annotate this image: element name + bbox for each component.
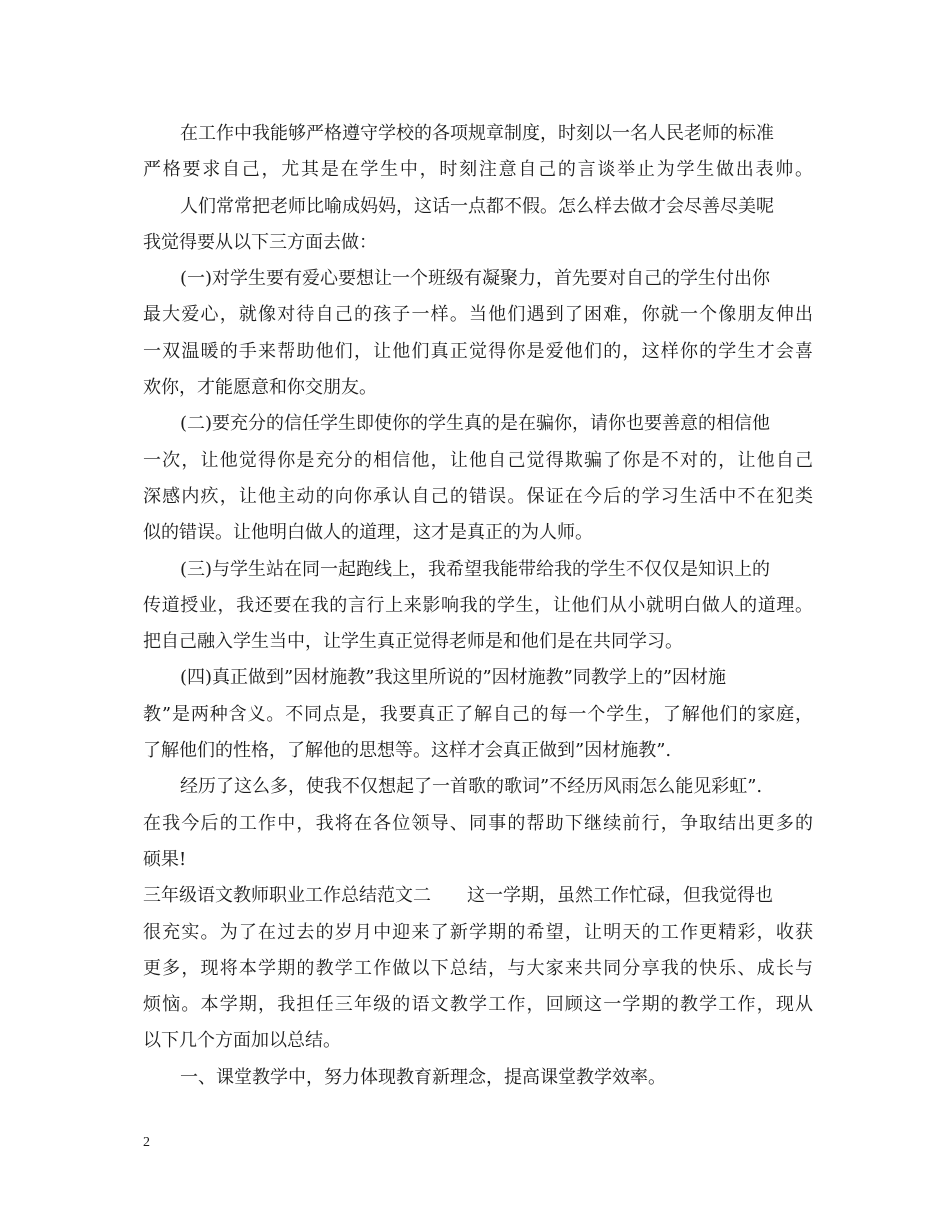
paragraph-line: 经历了这么多，使我不仅想起了一首歌的歌词”不经历风雨怎么能见彩虹”. <box>180 776 763 798</box>
paragraph-line: 一双温暖的手来帮助他们，让他们真正觉得你是爱他们的，这样你的学生才会喜 <box>143 340 813 362</box>
paragraph-line: (三)与学生站在同一起跑线上，我希望我能带给我的学生不仅仅是知识上的 <box>180 558 771 580</box>
paragraph-line: (一)对学生要有爱心要想让一个班级有凝聚力，首先要对自己的学生付出你 <box>180 268 771 290</box>
section-heading-line: 三年级语文教师职业工作总结范文二 这一学期，虽然工作忙碌，但我觉得也 <box>143 885 773 907</box>
paragraph-line: 在工作中我能够严格遵守学校的各项规章制度，时刻以一名人民老师的标准 <box>180 123 774 144</box>
paragraph-line: (四)真正做到”因材施教”我这里所说的”因材施教”同教学上的”因材施 <box>180 667 727 689</box>
paragraph-line: 我觉得要从以下三方面去做： <box>143 231 377 253</box>
paragraph-line: (二)要充分的信任学生即使你的学生真的是在骗你，请你也要善意的相信他 <box>180 413 771 435</box>
page-number: 2 <box>143 1135 150 1150</box>
paragraph-line: 很充实。为了在过去的岁月中迎来了新学期的希望，让明天的工作更精彩，收获 <box>143 921 813 943</box>
paragraph-line: 似的错误。让他明白做人的道理，这才是真正的为人师。 <box>143 522 593 544</box>
paragraph-line: 硕果! <box>143 848 187 870</box>
paragraph-line: 传道授业，我还要在我的言行上来影响我的学生，让他们从小就明白做人的道理。 <box>143 594 813 616</box>
paragraph-line: 在我今后的工作中，我将在各位领导、同事的帮助下继续前行，争取结出更多的 <box>143 812 813 834</box>
paragraph-line: 教”是两种含义。不同点是，我要真正了解自己的每一个学生，了解他们的家庭， <box>143 703 813 725</box>
paragraph-line: 欢你，才能愿意和你交朋友。 <box>143 377 377 399</box>
paragraph-line: 把自己融入学生当中，让学生真正觉得老师是和他们是在共同学习。 <box>143 631 683 653</box>
paragraph-line: 以下几个方面加以总结。 <box>143 1030 341 1052</box>
paragraph-line: 一、课堂教学中，努力体现教育新理念，提高课堂教学效率。 <box>180 1066 666 1088</box>
paragraph-line: 人们常常把老师比喻成妈妈，这话一点都不假。怎么样去做才会尽善尽美呢 <box>180 195 774 217</box>
document-body <box>143 116 813 1096</box>
paragraph-line: 更多，现将本学期的教学工作做以下总结，与大家来共同分享我的快乐、成长与 <box>143 957 813 979</box>
paragraph-line: 严格要求自己，尤其是在学生中，时刻注意自己的言谈举止为学生做出表帅。 <box>143 159 813 181</box>
paragraph-line: 深感内疚，让他主动的向你承认自己的错误。保证在今后的学习生活中不在犯类 <box>143 485 813 507</box>
paragraph-line: 最大爱心，就像对待自己的孩子一样。当他们遇到了困难，你就一个像朋友伸出 <box>143 304 813 326</box>
paragraph-line: 了解他们的性格，了解他的思想等。这样才会真正做到”因材施教”. <box>143 740 672 762</box>
paragraph-line: 一次，让他觉得你是充分的相信他，让他自己觉得欺骗了你是不对的，让他自己 <box>143 449 813 471</box>
paragraph-line: 烦恼。本学期，我担任三年级的语文教学工作，回顾这一学期的教学工作，现从 <box>143 994 813 1016</box>
